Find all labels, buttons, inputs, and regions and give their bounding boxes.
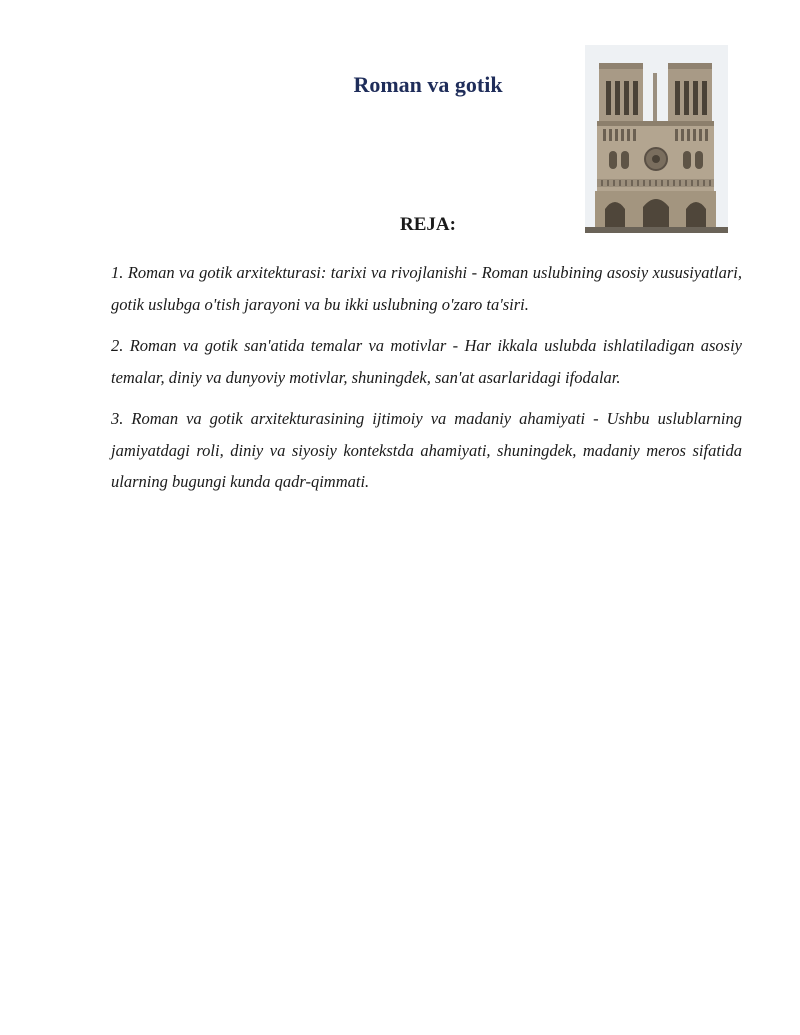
plan-heading: REJA:: [400, 214, 456, 235]
plan-list: [111, 257, 742, 508]
plan-item-1: 1. Roman va gotik arxitekturasi: tarixi va rivojlanishi - Roman uslubining asosiy xususiyatlari, gotik uslubga o'tish jarayoni va bu ikki uslubning o'zaro ta'siri.: [111, 263, 742, 314]
cathedral-photo: [585, 45, 728, 233]
document-title: Roman va gotik: [353, 72, 503, 97]
plan-item-3: 3. Roman va gotik arxitekturasining ijtimoiy va madaniy ahamiyati - Ushbu uslublarning jamiyatdagi roli, diniy va siyosiy kontekstda ahamiyati, shuningdek, madaniy meros sifatida ularning bugungi kunda qadr-qimmati.: [111, 409, 742, 491]
plan-item-2: 2. Roman va gotik san'atida temalar va motivlar - Har ikkala uslubda ishlatiladigan asosiy temalar, diniy va dunyoviy motivlar, shuningdek, san'at asarlaridagi ifodalar.: [111, 336, 742, 387]
